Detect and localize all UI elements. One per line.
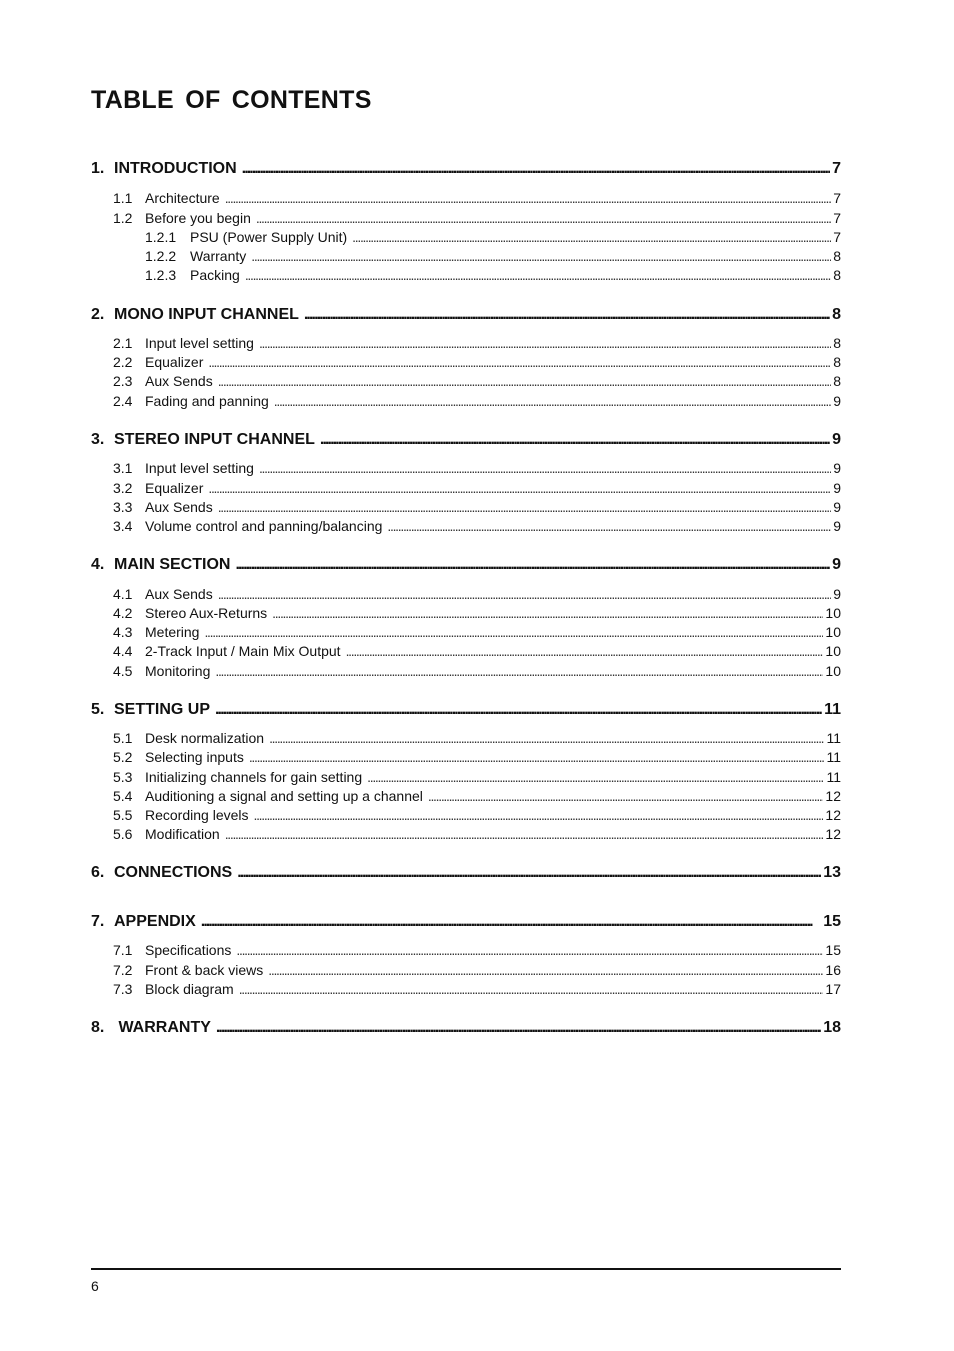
toc-entry-label: Selecting inputs (145, 749, 244, 765)
toc-entry-label: Auditioning a signal and setting up a channel (145, 788, 423, 804)
toc-entry-number: 2.3 (113, 373, 133, 389)
toc-dot-leader (236, 942, 823, 958)
toc-entry-label: Initializing channels for gain setting (145, 769, 363, 785)
toc-entry-number: 5.5 (113, 807, 133, 823)
toc-dot-leader (346, 643, 824, 659)
toc-entry-label: Fading and panning (145, 393, 269, 409)
toc-subsection-entry[interactable] (91, 354, 841, 370)
toc-entry-number: 2.2 (113, 354, 133, 370)
toc-entry-page: 9 (833, 499, 841, 515)
toc-entry-label: Modification (145, 826, 220, 842)
toc-entry-label: INTRODUCTION (114, 160, 237, 177)
toc-entry-page: 15 (823, 913, 841, 930)
toc-entry-page: 11 (826, 730, 841, 746)
toc-dot-leader (218, 499, 831, 515)
toc-entry-page: 12 (825, 826, 841, 842)
toc-dot-leader (208, 480, 831, 496)
toc-entry-number: 4.1 (113, 586, 133, 602)
toc-dot-leader (239, 981, 824, 997)
toc-entry-page: 8 (833, 373, 841, 389)
toc-entry-label: 2-Track Input / Main Mix Output (145, 643, 341, 659)
toc-dot-leader (218, 586, 831, 602)
toc-subsection-entry[interactable] (91, 190, 841, 206)
toc-subsection-entry[interactable] (91, 807, 841, 823)
toc-entry-page: 8 (833, 354, 841, 370)
toc-entry-number: 3.4 (113, 518, 133, 534)
toc-entry-label: Input level setting (145, 460, 254, 476)
toc-entry-page: 9 (833, 518, 841, 534)
toc-entry-number: 3.1 (113, 460, 133, 476)
toc-subsection-entry[interactable] (91, 962, 841, 978)
toc-entry-page: 15 (825, 942, 841, 958)
toc-subsection-entry[interactable] (91, 730, 841, 746)
toc-dot-leader (254, 807, 824, 823)
toc-section-entry[interactable] (91, 431, 841, 449)
toc-dot-leader (245, 267, 831, 283)
toc-section-entry[interactable] (91, 160, 841, 178)
toc-entry-number: 5.6 (113, 826, 133, 842)
toc-section-entry[interactable] (91, 556, 841, 574)
toc-entry-page: 11 (824, 701, 841, 718)
toc-entry-number: 1.2 (113, 210, 133, 226)
toc-entry-label: Aux Sends (145, 373, 213, 389)
toc-entry-number: 4.3 (113, 624, 133, 640)
toc-dot-leader (215, 663, 823, 679)
toc-entry-page: 7 (833, 190, 841, 206)
toc-entry-page: 10 (825, 605, 841, 621)
toc-entry-label: CONNECTIONS (114, 864, 233, 881)
toc-entry-number: 1.2.2 (145, 248, 177, 264)
toc-entry-label: STEREO INPUT CHANNEL (114, 431, 315, 448)
toc-entry-number: 5.2 (113, 749, 133, 765)
toc-dot-leader (216, 1019, 821, 1037)
toc-entry-label: Before you begin (145, 210, 251, 226)
toc-entry-page: 8 (832, 306, 841, 323)
toc-entry-page: 12 (825, 788, 841, 804)
toc-entry-number: 2.1 (113, 335, 133, 351)
toc-subsection-entry[interactable] (91, 480, 841, 496)
toc-dot-leader (269, 730, 824, 746)
toc-entry-number: 3. (91, 431, 105, 448)
toc-entry-number: 1.2.3 (145, 267, 177, 283)
toc-entry-number: 7. (91, 913, 105, 930)
toc-entry-label: Volume control and panning/balancing (145, 518, 383, 534)
toc-entry-label: Front & back views (145, 962, 264, 978)
toc-entry-label: Desk normalization (145, 730, 265, 746)
toc-entry-page: 9 (833, 393, 841, 409)
toc-entry-number: 5.4 (113, 788, 133, 804)
toc-entry-label: Monitoring (145, 663, 211, 679)
page-number: 6 (91, 1278, 99, 1294)
toc-entry-label: Aux Sends (145, 586, 213, 602)
toc-entry-number: 3.3 (113, 499, 133, 515)
toc-subsection-entry[interactable] (91, 749, 841, 765)
toc-entry-label: Packing (190, 267, 240, 283)
toc-entry-label: Warranty (190, 248, 247, 264)
toc-dot-leader (268, 962, 823, 978)
toc-entry-page: 9 (832, 431, 841, 448)
toc-dot-leader (428, 788, 824, 804)
toc-entry-page: 8 (833, 335, 841, 351)
toc-dot-leader (225, 190, 832, 206)
toc-entry-page: 7 (832, 160, 841, 177)
toc-dot-leader (208, 354, 831, 370)
toc-dot-leader (204, 624, 823, 640)
toc-dot-leader (259, 460, 831, 476)
toc-dot-leader (352, 229, 831, 245)
toc-dot-leader (367, 769, 824, 785)
toc-dot-leader (237, 864, 821, 882)
toc-entry-number: 7.2 (113, 962, 133, 978)
toc-dot-leader (272, 605, 823, 621)
toc-dot-leader (320, 431, 830, 449)
toc-entry-number: 5.3 (113, 769, 133, 785)
toc-entry-label: Architecture (145, 190, 220, 206)
toc-dot-leader (218, 373, 831, 389)
toc-entry-number: 5.1 (113, 730, 133, 746)
toc-entry-label: Equalizer (145, 354, 204, 370)
toc-entry-number: 4. (91, 556, 105, 573)
toc-section-entry[interactable] (91, 864, 841, 882)
toc-entry-label: Input level setting (145, 335, 254, 351)
toc-subsection-entry[interactable] (91, 624, 841, 640)
toc-entry-label: WARRANTY (114, 1019, 211, 1036)
toc-dot-leader (215, 701, 822, 719)
toc-entry-page: 9 (833, 586, 841, 602)
toc-entry-number: 1. (91, 160, 105, 177)
toc-entry-number: 3.2 (113, 480, 133, 496)
toc-entry-page: 9 (832, 556, 841, 573)
toc-subsection-entry[interactable] (91, 335, 841, 351)
page-title: TABLE OF CONTENTS (91, 86, 372, 114)
toc-subsection-entry[interactable] (91, 393, 841, 409)
toc-subsection-entry[interactable] (91, 788, 841, 804)
toc-subsection-entry[interactable] (91, 942, 841, 958)
toc-entry-label: Equalizer (145, 480, 204, 496)
toc-dot-leader (249, 749, 825, 765)
toc-entry-label: Specifications (145, 942, 232, 958)
toc-subsection-entry[interactable] (91, 586, 841, 602)
toc-subsection-entry[interactable] (91, 769, 841, 785)
toc-subsubsection-entry[interactable] (91, 229, 841, 245)
toc-subsection-entry[interactable] (91, 499, 841, 515)
toc-dot-leader (242, 160, 830, 178)
toc-dot-leader (256, 210, 831, 226)
toc-entry-number: 7.1 (113, 942, 133, 958)
toc-section-entry[interactable] (91, 1019, 841, 1037)
toc-entry-number: 5. (91, 701, 105, 718)
toc-entry-page: 12 (825, 807, 841, 823)
toc-dot-leader (225, 826, 824, 842)
toc-entry-page: 8 (833, 267, 841, 283)
toc-entry-page: 7 (833, 210, 841, 226)
toc-entry-label: Stereo Aux-Returns (145, 605, 268, 621)
toc-entry-page: 16 (825, 962, 841, 978)
toc-subsection-entry[interactable] (91, 981, 841, 997)
toc-entry-page: 18 (823, 1019, 841, 1036)
toc-subsection-entry[interactable] (91, 605, 841, 621)
toc-entry-page: 11 (826, 749, 841, 765)
toc-subsection-entry[interactable] (91, 663, 841, 679)
toc-entry-label: PSU (Power Supply Unit) (190, 229, 348, 245)
toc-entry-page: 11 (826, 769, 841, 785)
toc-entry-number: 4.4 (113, 643, 133, 659)
toc-entry-label: Recording levels (145, 807, 249, 823)
toc-dot-leader (235, 556, 830, 574)
toc-section-entry[interactable] (91, 913, 841, 931)
toc-entry-page: 7 (833, 229, 841, 245)
toc-dot-leader (251, 248, 831, 264)
toc-entry-page: 13 (823, 864, 841, 881)
toc-subsubsection-entry[interactable] (91, 267, 841, 283)
toc-entry-number: 7.3 (113, 981, 133, 997)
toc-dot-leader (387, 518, 831, 534)
toc-entry-number: 2.4 (113, 393, 133, 409)
toc-entry-label: MAIN SECTION (114, 556, 231, 573)
toc-section-entry[interactable] (91, 306, 841, 324)
toc-entry-label: Block diagram (145, 981, 234, 997)
toc-section-entry[interactable] (91, 701, 841, 719)
toc-entry-label: Metering (145, 624, 200, 640)
toc-dot-leader (201, 913, 821, 931)
toc-subsection-entry[interactable] (91, 826, 841, 842)
toc-entry-number: 2. (91, 306, 105, 323)
toc-entry-label: MONO INPUT CHANNEL (114, 306, 299, 323)
toc-entry-label: APPENDIX (114, 913, 196, 930)
toc-subsection-entry[interactable] (91, 643, 841, 659)
toc-dot-leader (304, 306, 830, 324)
footer-divider (91, 1268, 841, 1270)
toc-dot-leader (274, 393, 831, 409)
toc-entry-page: 10 (825, 643, 841, 659)
toc-entry-number: 6. (91, 864, 105, 881)
toc-entry-number: 8. (91, 1019, 105, 1036)
toc-subsubsection-entry[interactable] (91, 248, 841, 264)
toc-entry-label: Aux Sends (145, 499, 213, 515)
toc-subsection-entry[interactable] (91, 210, 841, 226)
toc-subsection-entry[interactable] (91, 518, 841, 534)
toc-entry-number: 4.2 (113, 605, 133, 621)
toc-entry-page: 9 (833, 460, 841, 476)
toc-entry-page: 17 (825, 981, 841, 997)
toc-entry-number: 4.5 (113, 663, 133, 679)
toc-entry-page: 10 (825, 663, 841, 679)
toc-entry-page: 9 (833, 480, 841, 496)
toc-entry-number: 1.1 (113, 190, 133, 206)
toc-entry-page: 8 (833, 248, 841, 264)
toc-entry-page: 10 (825, 624, 841, 640)
toc-subsection-entry[interactable] (91, 460, 841, 476)
toc-entry-label: SETTING UP (114, 701, 211, 718)
toc-subsection-entry[interactable] (91, 373, 841, 389)
toc-dot-leader (259, 335, 831, 351)
toc-entry-number: 1.2.1 (145, 229, 177, 245)
